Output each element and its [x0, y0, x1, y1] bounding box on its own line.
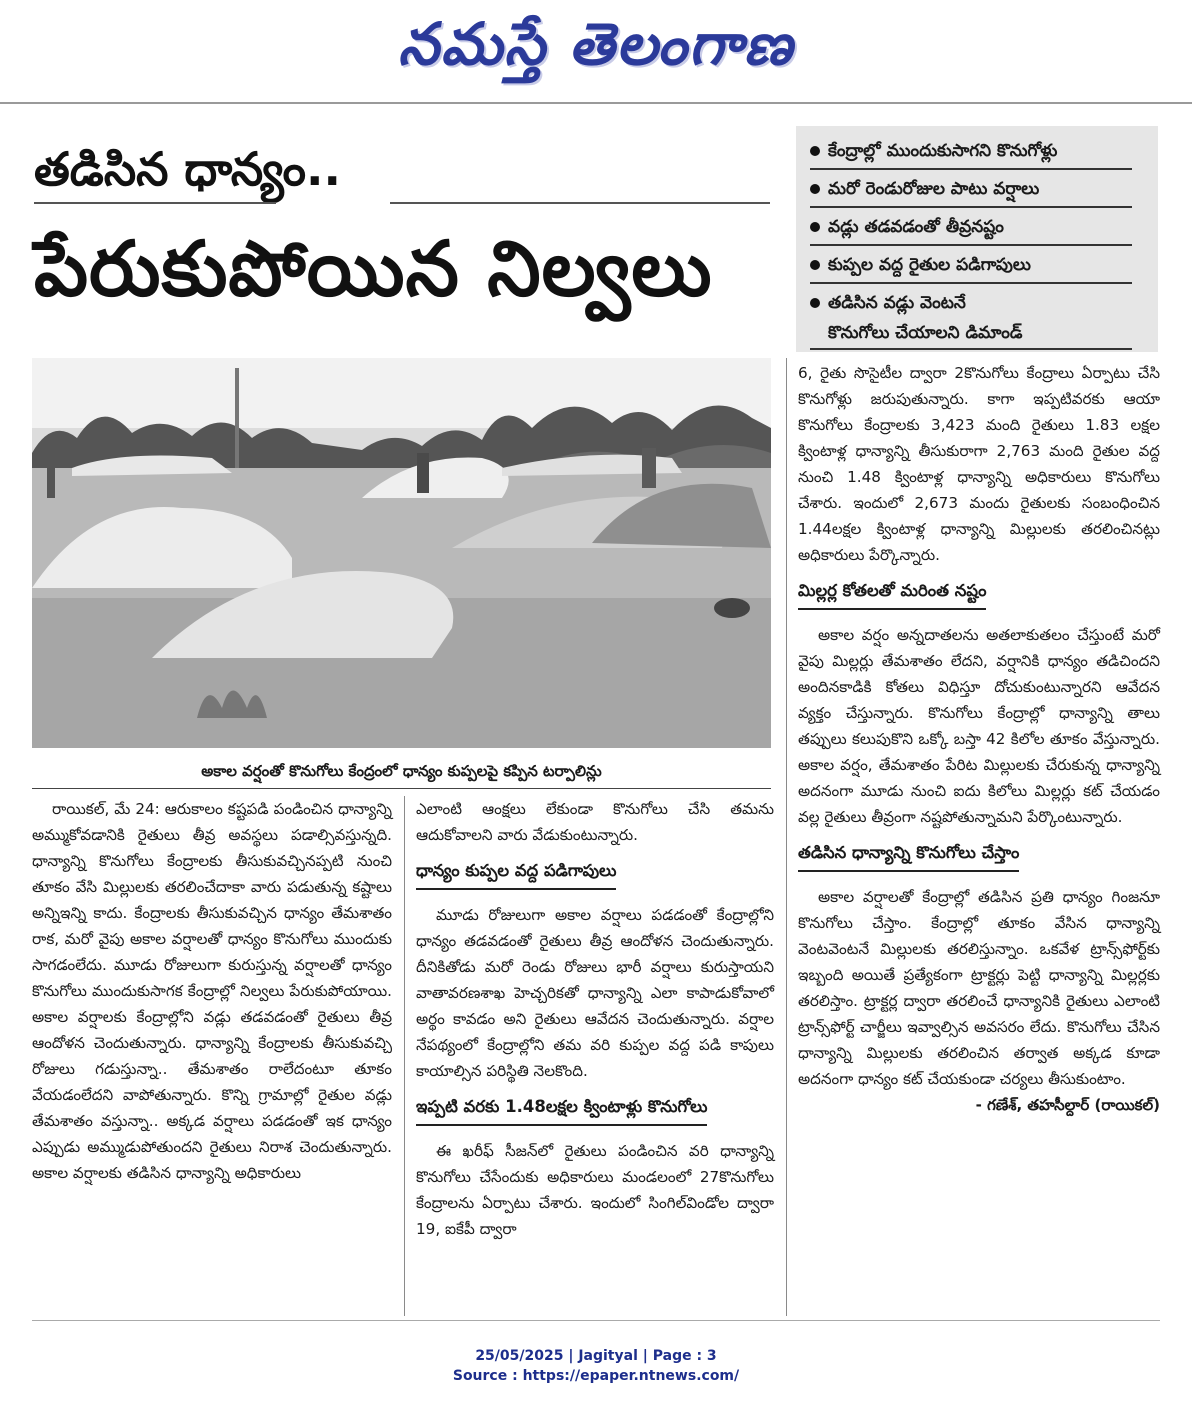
- bullet-icon: [810, 222, 820, 232]
- page-footer: [0, 1346, 1192, 1386]
- kicker-rule: [34, 202, 276, 204]
- body-paragraph: అకాల వర్షం అన్నదాతలను అతలాకుతలం చేస్తుంటే మరో వైపు మిల్లర్లు తేమశాతం లేదని, వర్షానికి ధాన్యం తడిచిందని అందినకాడికి కోతలు విధిస్తూ దోచుకుంటున్నారని ఆవేదన వ్యక్తం చేస్తున్నారు. కొనుగోలు కేంద్రాల్లో ధాన్యాన్ని తాలు తప్పులు కలుపుకొని ఒక్కో బస్తా 42 కిలోల తూకం వేస్తున్నారు. అకాల వర్షం, తేమశాతం పేరిట మిల్లులకు చేరుకున్న ధాన్యాన్ని అదనంగా మూడు నుంచి ఐదు కిలోలు మిల్లర్లు కట్ చేయడం వల్ల రైతులు తీవ్రంగా నష్టపోతున్నామని పేర్కొంటున్నారు.: [798, 626, 1160, 826]
- subheading: ఇప్పటి వరకు 1.48లక్షల క్వింటాళ్లు కొనుగోలు: [416, 1094, 707, 1126]
- column-divider: [404, 796, 405, 1316]
- body-paragraph: ఈ ఖరీఫ్ సీజన్‌లో రైతులు పండించిన వరి ధాన్యాన్ని కొనుగోలు చేసేందుకు అధికారులు మండలంలో 27కొనుగోలు కేంద్రాలను ఏర్పాటు చేశారు. ఇందులో సింగిల్‌విండోల ద్వారా 19, ఐకేపీ ద్వారా: [416, 1142, 774, 1238]
- highlight-item: వడ్లు తడవడంతో తీవ్రనష్టం: [810, 212, 1132, 246]
- masthead-divider: [0, 102, 1192, 104]
- bottom-divider: [32, 1320, 1160, 1321]
- bullet-icon: [810, 260, 820, 270]
- article-column-3: [798, 360, 1160, 1118]
- body-paragraph: మూడు రోజులుగా అకాల వర్షాలు పడడంతో కేంద్రాల్లోని ధాన్యం తడవడంతో రైతులు తీవ్ర ఆందోళన చెందుతున్నారు. దీనికితోడు మరో రెండు రోజులు భారీ వర్షాలు కురుస్తాయని వాతావరణశాఖ హెచ్చరికతో ధాన్యాన్ని ఎలా కాపాడుకోవాలో అర్థం కావడం అని రైతులు ఆవేదన చెందుతున్నారు. వర్షాల నేపథ్యంలో కేంద్రాల్లోని తమ వరి కుప్పల వద్ద పడి కాపులు కాయాల్సిన పరిస్థితి నెలకొంది.: [416, 906, 774, 1080]
- article-kicker: తడిసిన ధాన్యం..: [34, 142, 341, 196]
- bullet-icon: [810, 298, 820, 308]
- body-paragraph: ఎలాంటి ఆంక్షలు లేకుండా కొనుగోలు చేసి తమను ఆదుకోవాలని వారు వేడుకుంటున్నారు.: [416, 800, 774, 844]
- column-divider: [786, 358, 787, 1316]
- footer-source-link[interactable]: Source : https://epaper.ntnews.com/: [452, 1368, 740, 1384]
- newspaper-logo: నమస్తే తెలంగాణ: [398, 10, 794, 78]
- highlights-box: [796, 126, 1158, 352]
- photo-caption: అకాల వర్షంతో కొనుగోలు కేంద్రంలో ధాన్యం కుప్పలపై కప్పిన టర్పాలిన్లు: [201, 762, 602, 780]
- footer-date-page: 25/05/2025 | Jagityal | Page : 3: [475, 1348, 717, 1364]
- highlight-item: కేంద్రాల్లో ముందుకుసాగని కొనుగోళ్లు: [810, 136, 1132, 170]
- kicker-rule: [390, 202, 770, 204]
- article-column-1: [32, 796, 392, 1186]
- bullet-icon: [810, 146, 820, 156]
- bullet-icon: [810, 184, 820, 194]
- caption-rule: [32, 788, 771, 789]
- highlight-item: కుప్పల వద్ద రైతుల పడిగాపులు: [810, 250, 1132, 284]
- subheading: ధాన్యం కుప్పల వద్ద పడిగాపులు: [416, 858, 616, 890]
- masthead: [0, 0, 1192, 104]
- article-photo: [32, 358, 771, 748]
- highlight-item: మరో రెండురోజుల పాటు వర్షాలు: [810, 174, 1132, 208]
- subheading: మిల్లర్ల కోతలతో మరింత నష్టం: [798, 578, 986, 610]
- byline-signature: - గణేశ్, తహసీల్దార్ (రాయికల్): [975, 1096, 1160, 1114]
- article-column-2: [416, 796, 774, 1242]
- body-paragraph: అకాల వర్షాలతో కేంద్రాల్లో తడిసిన ప్రతి ధాన్యం గింజనూ కొనుగోలు చేస్తాం. కేంద్రాల్లో తూకం వేసిన ధాన్యాన్ని వెంటవెంటనే మిల్లులకు తరలిస్తున్నాం. ఒకవేళ ట్రాన్స్‌ఫోర్ట్‌కు ఇబ్బంది అయితే ప్రత్యేకంగా ట్రాక్టర్లు పెట్టి ధాన్యాన్ని మిల్లర్లకు తరలిస్తాం. ట్రాక్టర్ల ద్వారా తరలించే ధాన్యానికి రైతులు ఎలాంటి ట్రాన్స్‌ఫోర్ట్ చార్జీలు ఇవ్వాల్సిన అవసరం లేదు. కొనుగోలు చేసిన ధాన్యాన్ని మిల్లులకు తరలించిన తర్వాత అక్కడ కూడా అదనంగా ధాన్యం కట్ చేయకుండా చర్యలు తీసుకుంటాం.: [798, 888, 1160, 1088]
- article-headline: పేరుకుపోయిన నిల్వలు: [34, 224, 713, 313]
- subheading: తడిసిన ధాన్యాన్ని కొనుగోలు చేస్తాం: [798, 840, 1019, 872]
- highlight-item: తడిసిన వడ్లు వెంటనే కొనుగోలు చేయాలని డిమాండ్: [810, 288, 1132, 352]
- body-paragraph: 6, రైతు సొసైటీల ద్వారా 2కొనుగోలు కేంద్రాలు ఏర్పాటు చేసి కొనుగోళ్లు జరుపుతున్నారు. కాగా ఇప్పటివరకు ఆయా కొనుగోలు కేంద్రాలకు 3,423 మంది రైతులు 1.83 లక్షల క్వింటాళ్ల ధాన్యాన్ని తీసుకురాగా 2,763 మంది రైతుల వద్ద నుంచి 1.48 క్వింటాళ్ల ధాన్యాన్ని అధికారులు కొనుగోలు చేశారు. ఇందులో 2,673 మందు రైతులకు సంబంధించిన 1.44లక్షల క్వింటాళ్ల ధాన్యాన్ని మిల్లులకు తరలించినట్లు అధికారులు పేర్కొన్నారు.: [798, 364, 1160, 564]
- body-paragraph: రాయికల్, మే 24: ఆరుకాలం కష్టపడి పండించిన ధాన్యాన్ని అమ్ముకోవడానికి రైతులు తీవ్ర అవస్థలు పడాల్సివస్తున్నది. ధాన్యాన్ని కొనుగోలు కేంద్రాలకు తీసుకువచ్చినప్పటి నుంచి తూకం వేసి మిల్లులకు తరలించేదాకా వారు పడుతున్న కష్టాలు అన్నిఇన్ని కాదు. కేంద్రాలకు తీసుకువచ్చిన ధాన్యం తేమశాతం రాక, మరో వైపు అకాల వర్షాలతో ధాన్యం కొనుగోలు ముందుకు సాగడంలేదు. మూడు రోజులుగా కురుస్తున్న వర్షాలతో ధాన్యం కొనుగోలు ముందుకుసాగక కేంద్రాల్లో నిల్వలు పేరుకుపోయాయి. అకాల వర్షాలకు కేంద్రాల్లోని వడ్లు తడవడంతో రైతులు తీవ్ర ఆందోళన చెందుతున్నారు. ధాన్యాన్ని కేంద్రాలకు తీసుకువచ్చి రోజులు గడుస్తున్నా.. తేమశాతం రాలేదంటూ తూకం వేయడంలేదని వాపోతున్నారు. కొన్ని గ్రామాల్లో రైతుల వడ్లు తేమశాతం వస్తున్నా.. అక్కడ వర్షాలు పడడంతో ఇక ధాన్యం ఎప్పుడు అమ్ముడుపోతుందని రైతులు నిరాశ చెందుతున్నారు. అకాల వర్షాలకు తడిసిన ధాన్యాన్ని అధికారులు: [32, 800, 392, 1182]
